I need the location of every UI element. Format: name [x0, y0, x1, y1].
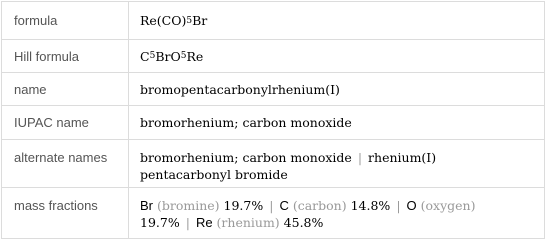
row-hill-formula [2, 40, 544, 73]
alternate-name-2-line-2: pentacarbonyl bromide [140, 167, 288, 182]
mass-symbol-re: Re [195, 215, 213, 230]
hill-part-1: C [140, 48, 150, 64]
properties-table [1, 1, 545, 239]
label-alternate-names: alternate names [2, 140, 129, 187]
alternate-name-2-line-1: rhenium(I) [368, 150, 437, 165]
value-alternate-names [129, 140, 544, 187]
row-formula [2, 2, 544, 40]
mass-symbol-c: C [279, 198, 289, 213]
row-mass-fractions [2, 188, 544, 238]
value-mass-fractions [129, 188, 544, 238]
alternate-name-1: bromorhenium; carbon monoxide [140, 150, 352, 165]
value-iupac-name: bromorhenium; carbon monoxide [140, 115, 352, 130]
mass-separator-3: | [185, 215, 190, 230]
mass-value-c: 14.8% [350, 198, 391, 213]
mass-separator-2: | [396, 198, 401, 213]
label-mass-fractions: mass fractions [2, 188, 129, 238]
value-name: bromopentacarbonylrhenium(I) [140, 81, 340, 97]
hill-part-3: Re [186, 48, 204, 64]
alternate-separator: | [357, 150, 363, 165]
mass-value-re: 45.8% [283, 215, 324, 230]
label-formula: formula [2, 2, 129, 39]
mass-symbol-o: O [406, 198, 417, 213]
mass-value-br: 19.7% [223, 198, 264, 213]
formula-tail: Br [192, 13, 208, 28]
hill-part-2: BrO [155, 48, 181, 64]
mass-element-br: (bromine) [156, 198, 220, 213]
row-iupac-name [2, 106, 544, 140]
value-hill-formula: C 5 BrO 5 Re [140, 48, 204, 64]
formula-main: Re(CO) [140, 13, 187, 28]
mass-element-o: (oxygen) [420, 198, 476, 213]
mass-symbol-br: Br [140, 198, 153, 213]
label-name: name [2, 73, 129, 105]
label-iupac-name: IUPAC name [2, 106, 129, 139]
row-name [2, 73, 544, 106]
label-hill-formula: Hill formula [2, 40, 129, 72]
mass-element-c: (carbon) [292, 198, 347, 213]
mass-value-o: 19.7% [140, 215, 180, 230]
value-formula: Re(CO) 5 Br [140, 13, 208, 28]
mass-separator-1: | [269, 198, 274, 213]
mass-element-re: (rhenium) [216, 215, 280, 230]
row-alternate-names [2, 140, 544, 188]
